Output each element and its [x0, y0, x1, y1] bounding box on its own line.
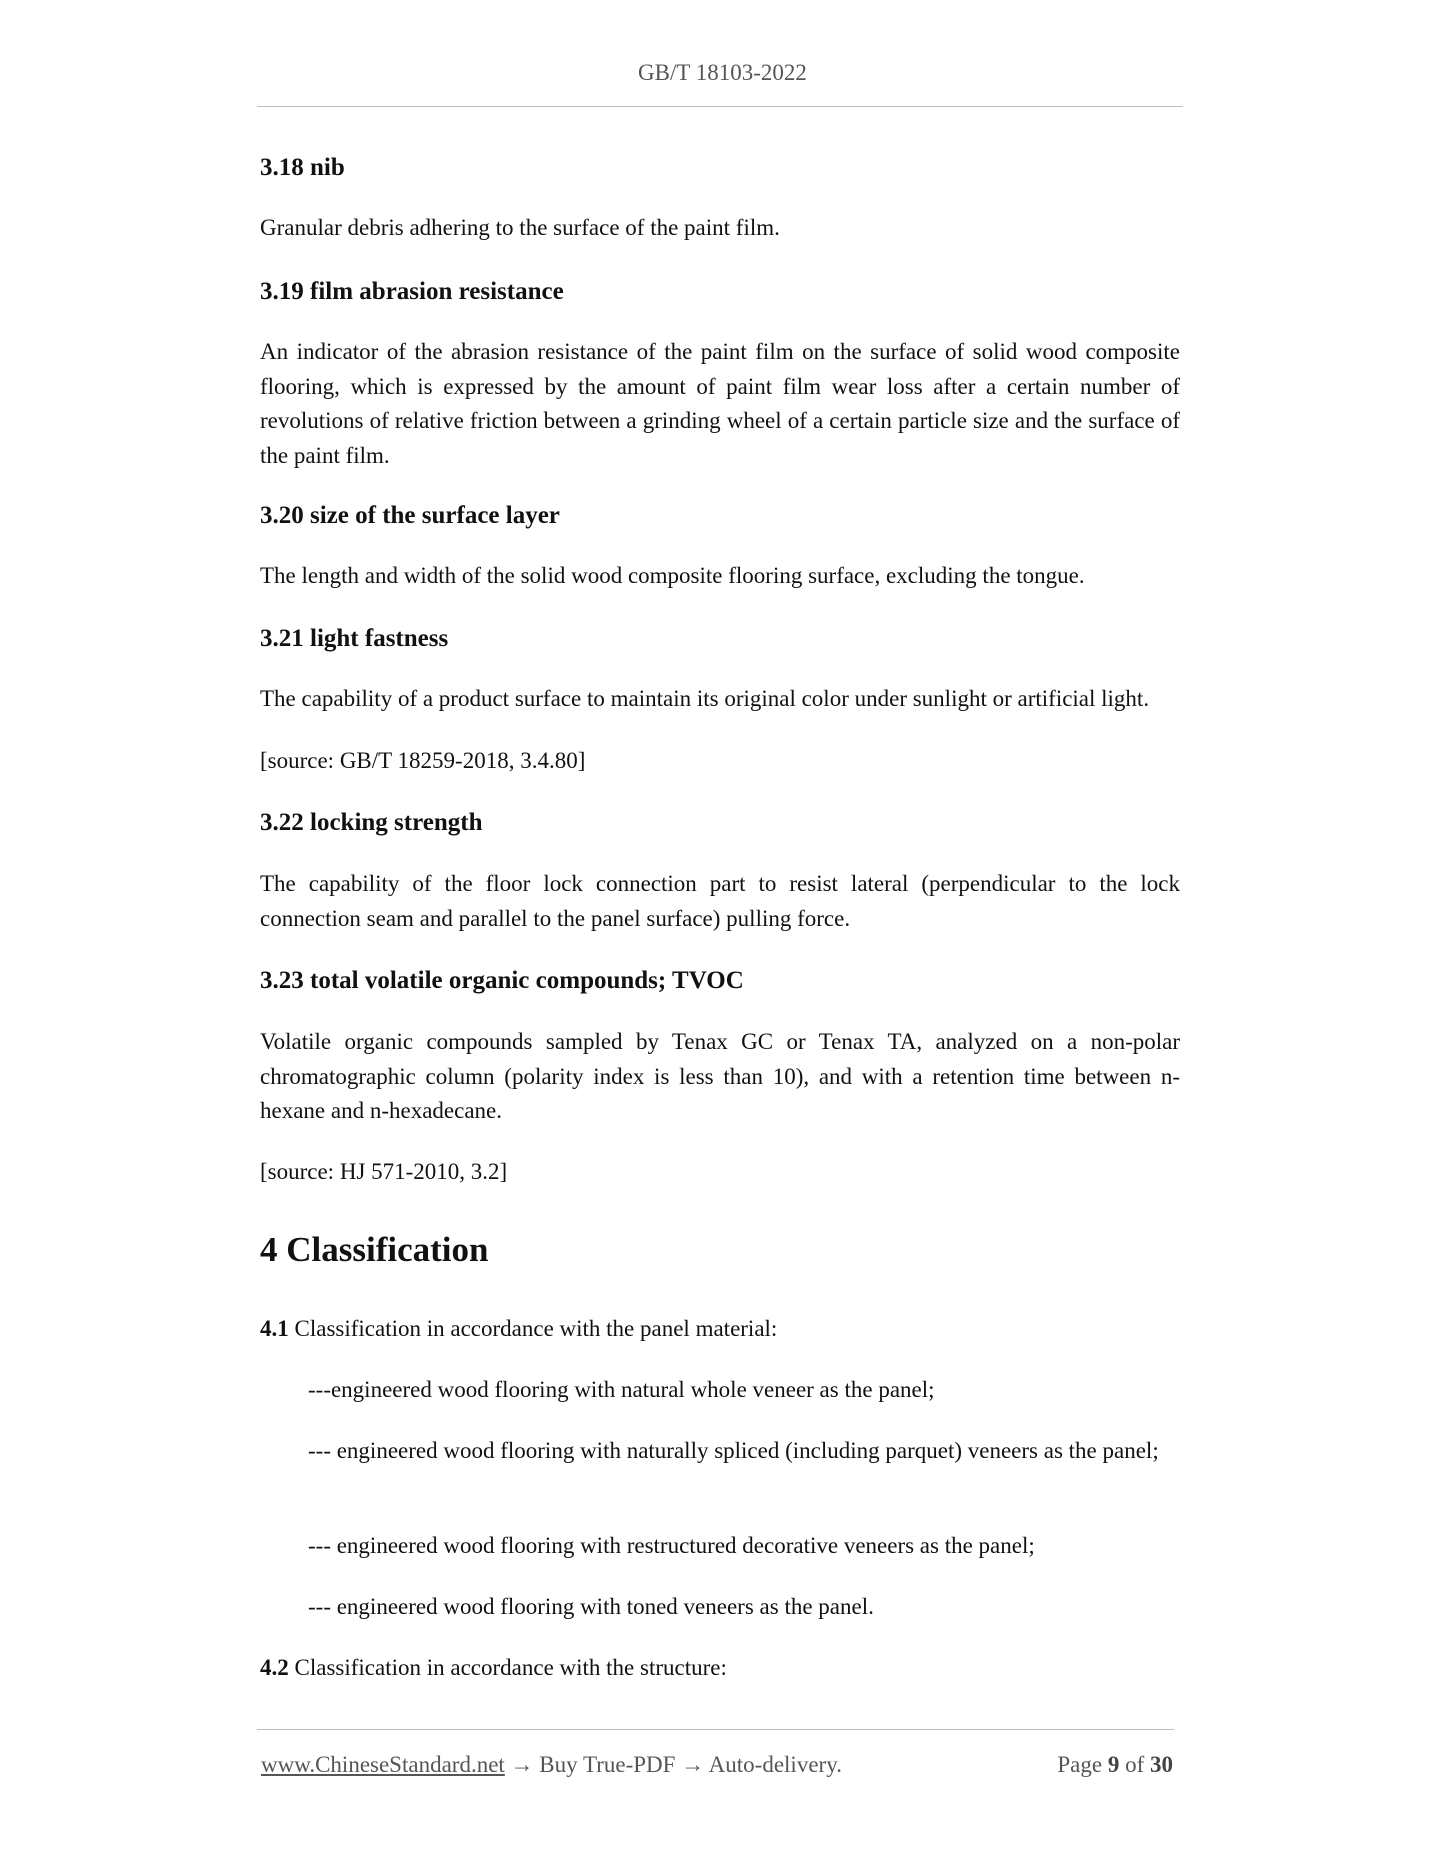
term-definition: The capability of the floor lock connection part to resist lateral (perpendicular to the lock connection seam and parallel to the panel surface) pulling force. [260, 871, 1180, 931]
arrow-right-icon: → [681, 1752, 705, 1777]
clause-number: 4.2 [260, 1655, 289, 1680]
of-label: of [1125, 1752, 1145, 1777]
term-heading-3-20: 3.20 size of the surface layer [260, 502, 560, 529]
delivery-text: Auto-delivery. [708, 1752, 842, 1777]
term-source: [source: GB/T 18259-2018, 3.4.80] [260, 748, 586, 773]
running-header: GB/T 18103-2022 [638, 60, 807, 85]
buy-text: Buy True-PDF [539, 1752, 676, 1777]
term-definition: Volatile organic compounds sampled by Tenax GC or Tenax TA, analyzed on a non-polar chromatographic column (polarity index is less than 10), and with a retention time between n-hexane and n-hexadecane. [260, 1029, 1180, 1123]
list-item: --- engineered wood flooring with naturally spliced (including parquet) veneers as the panel; [308, 1438, 1159, 1463]
footer-promo [261, 1752, 842, 1778]
page-label: Page [1057, 1752, 1103, 1777]
list-item: --- engineered wood flooring with toned veneers as the panel. [308, 1594, 874, 1619]
term-definition: Granular debris adhering to the surface of the paint film. [260, 215, 780, 240]
term-heading-3-21: 3.21 light fastness [260, 625, 449, 652]
term-source: [source: HJ 571-2010, 3.2] [260, 1159, 508, 1184]
term-heading-3-19: 3.19 film abrasion resistance [260, 278, 564, 305]
clause-4-2 [260, 1651, 1180, 1686]
clause-number: 4.1 [260, 1316, 289, 1341]
section-heading-classification: 4 Classification [260, 1230, 489, 1269]
clause-4-1 [260, 1312, 1180, 1347]
footer-divider [257, 1729, 1174, 1730]
term-heading-3-22: 3.22 locking strength [260, 809, 483, 836]
list-item: --- engineered wood flooring with restructured decorative veneers as the panel; [308, 1533, 1035, 1558]
term-definition: An indicator of the abrasion resistance of the paint film on the surface of solid wood composite flooring, which is expressed by the amount of paint film wear loss after a certain number of revolutions of relative friction between a grinding wheel of a certain particle size and the surface of the paint film. [260, 339, 1180, 468]
clause-text: Classification in accordance with the panel material: [294, 1316, 778, 1341]
clause-text: Classification in accordance with the structure: [294, 1655, 727, 1680]
page-current: 9 [1107, 1752, 1120, 1777]
page-number [1057, 1752, 1173, 1778]
page-total: 30 [1150, 1752, 1173, 1777]
term-definition: The capability of a product surface to maintain its original color under sunlight or artificial light. [260, 686, 1150, 711]
list-item: ---engineered wood flooring with natural whole veneer as the panel; [308, 1377, 935, 1402]
arrow-right-icon: → [510, 1752, 534, 1777]
site-link[interactable]: www.ChineseStandard.net [261, 1752, 505, 1777]
term-heading-3-18: 3.18 nib [260, 154, 345, 181]
term-heading-3-23: 3.23 total volatile organic compounds; TVOC [260, 967, 744, 994]
term-definition: The length and width of the solid wood composite flooring surface, excluding the tongue. [260, 563, 1085, 588]
header-divider [257, 106, 1183, 107]
